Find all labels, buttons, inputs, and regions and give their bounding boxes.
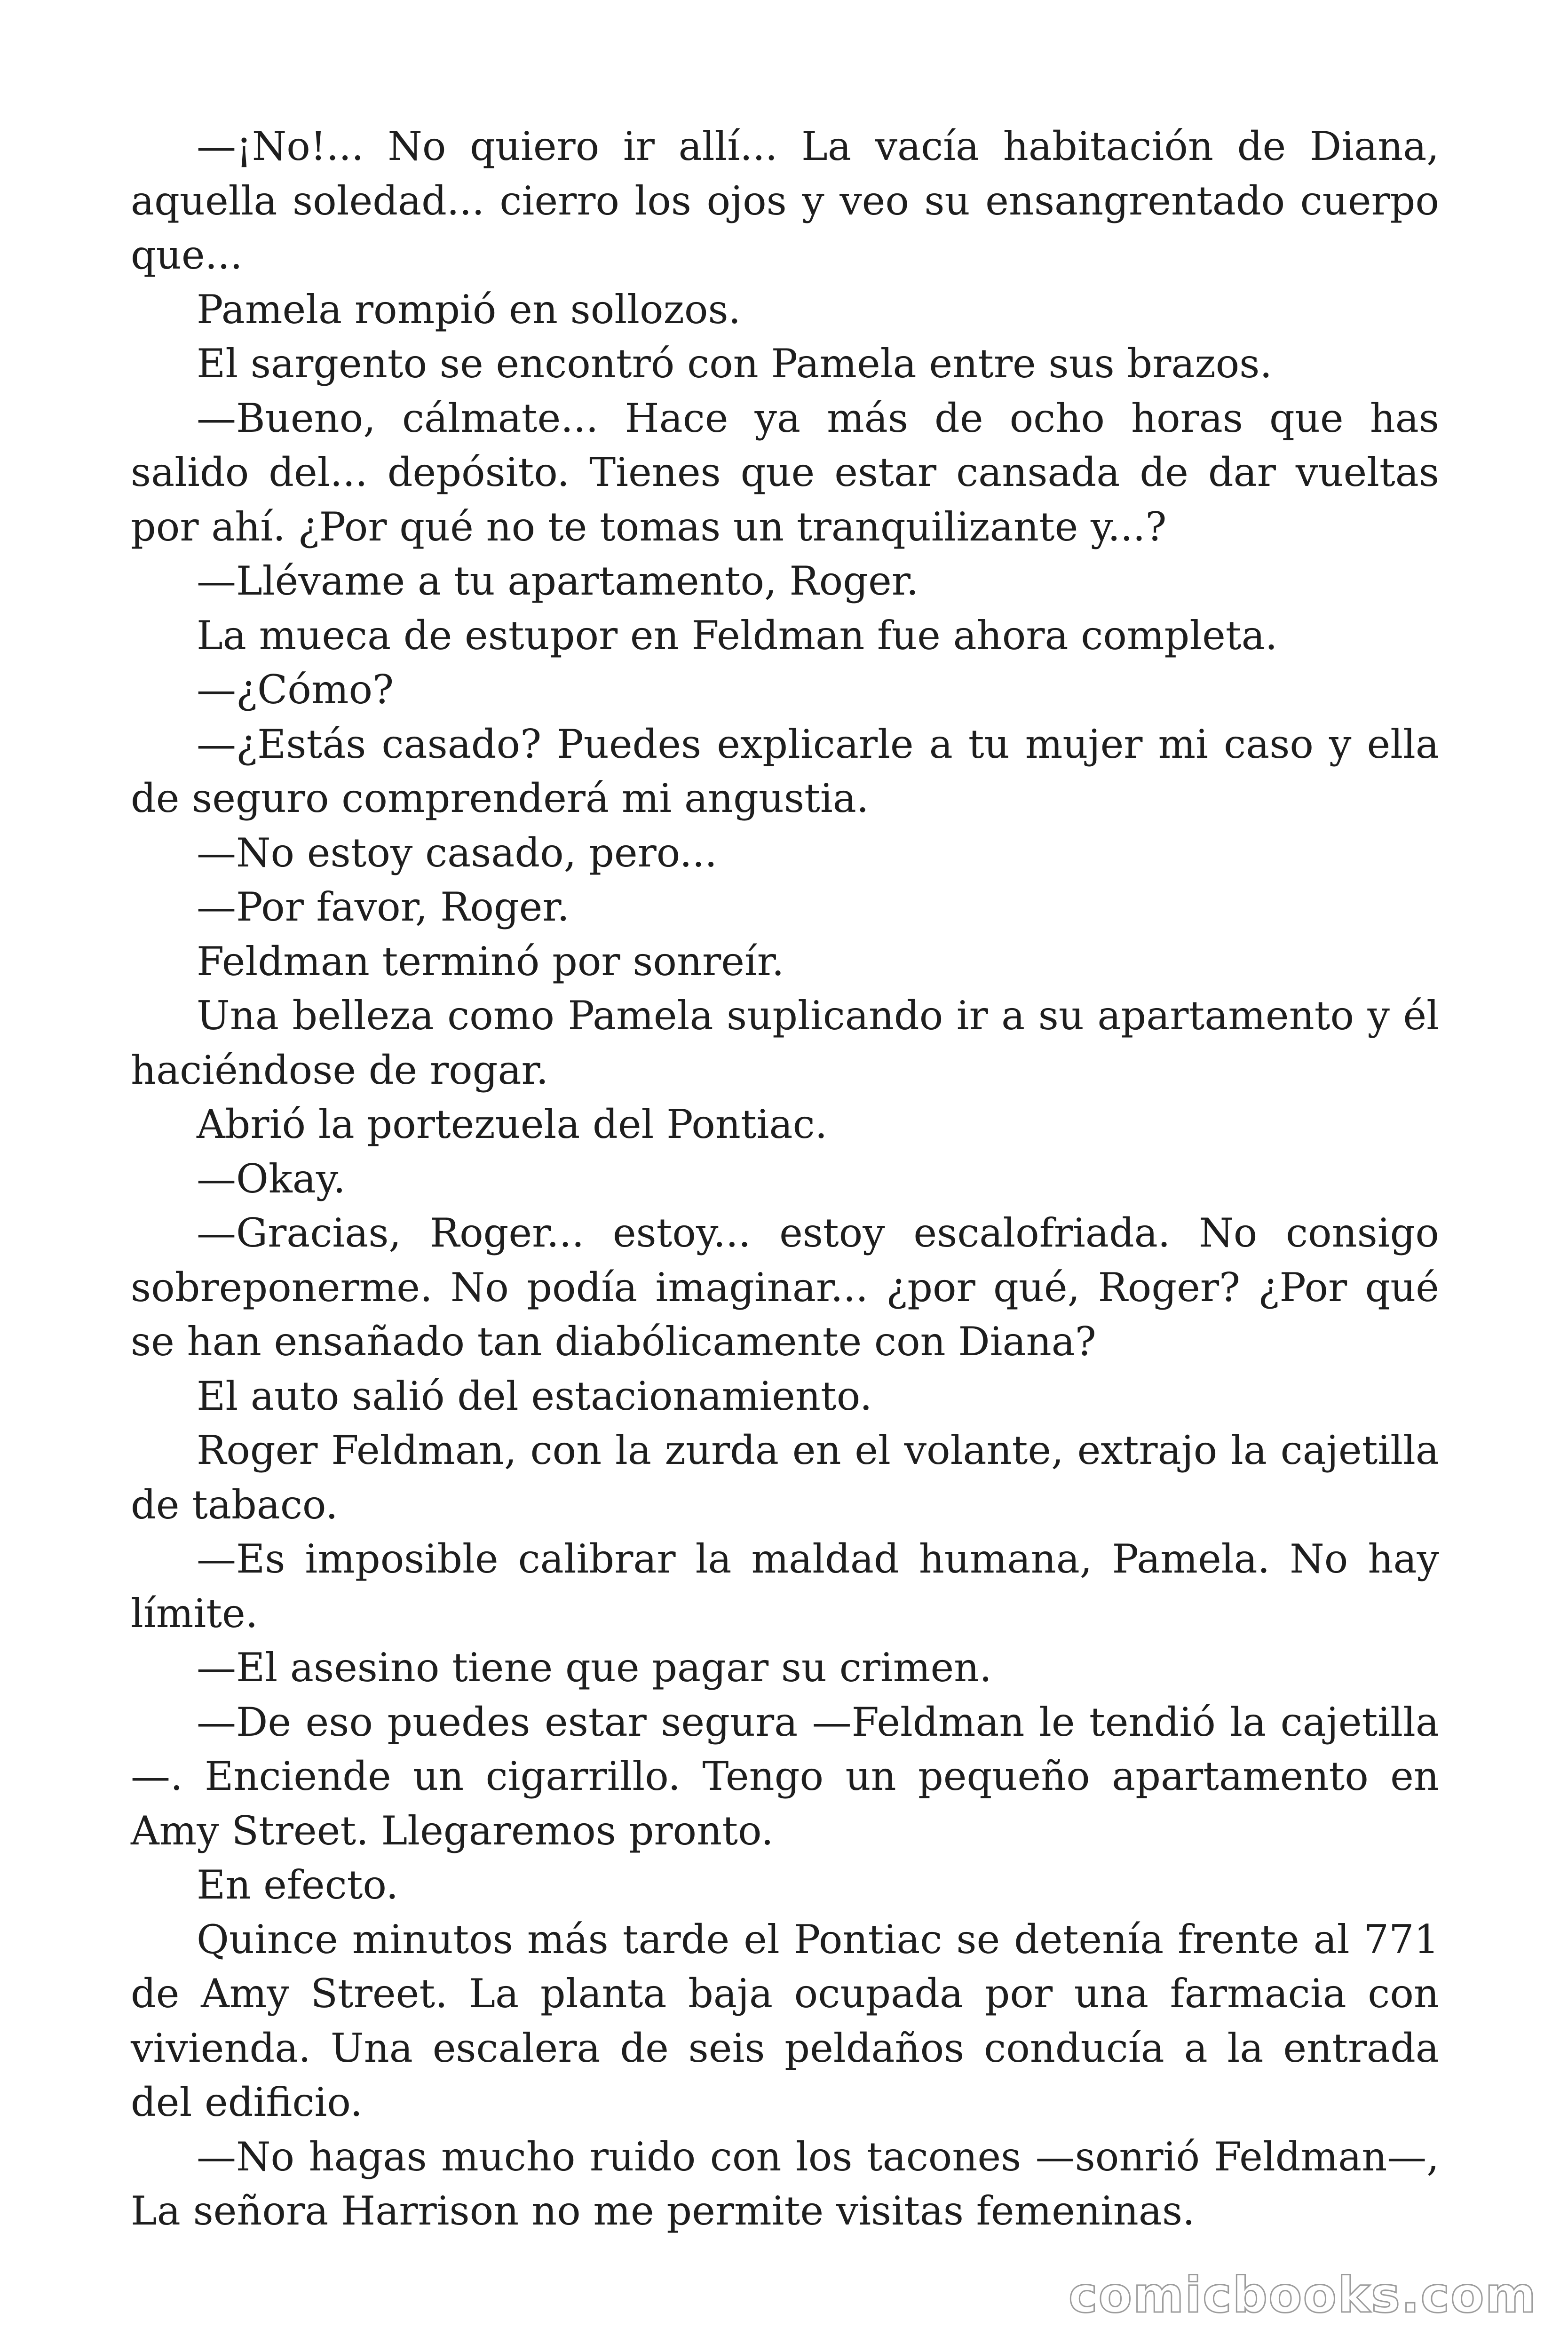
paragraph: En efecto.	[197, 1862, 399, 1908]
paragraph: —Por favor, Roger.	[197, 884, 570, 930]
paragraph: —¿Estás casado? Puedes explicarle a tu mujer mi caso y ella de seguro comprenderá mi angustia.	[131, 721, 1439, 821]
paragraph: —No estoy casado, pero...	[197, 829, 717, 876]
paragraph: El sargento se encontró con Pamela entre sus brazos.	[197, 341, 1273, 387]
paragraph: Una belleza como Pamela suplicando ir a su apartamento y él haciéndose de rogar.	[131, 993, 1439, 1093]
paragraph: Abrió la portezuela del Pontiac.	[197, 1101, 828, 1147]
paragraph: —De eso puedes estar segura —Feldman le tendió la cajetilla—. Enciende un cigarrillo. Tengo un pequeño apartamento en Amy Street. Llegaremos pronto.	[131, 1699, 1439, 1854]
paragraph: —¿Cómo?	[197, 667, 394, 713]
paragraph: —No hagas mucho ruido con los tacones —sonrió Feldman—, La señora Harrison no me permite visitas femeninas.	[131, 2133, 1439, 2234]
paragraph: La mueca de estupor en Feldman fue ahora completa.	[197, 612, 1278, 659]
paragraph: —Llévame a tu apartamento, Roger.	[197, 558, 919, 604]
watermark: comicbooks.com	[1068, 2266, 1537, 2324]
paragraph: —¡No!... No quiero ir allí... La vacía habitación de Diana, aquella soledad... cierro los ojos y veo su ensangrentado cuerpo que...	[131, 123, 1439, 278]
paragraph: —Bueno, cálmate... Hace ya más de ocho horas que has salido del... depósito. Tienes que estar cansada de dar vueltas por ahí. ¿Por qué no te tomas un tranquilizante y...?	[131, 395, 1439, 550]
paragraph: Feldman terminó por sonreír.	[197, 938, 784, 985]
paragraph: Pamela rompió en sollozos.	[197, 286, 741, 333]
paragraph: —El asesino tiene que pagar su crimen.	[197, 1645, 992, 1691]
paragraph: Roger Feldman, con la zurda en el volante, extrajo la cajetilla de tabaco.	[131, 1427, 1439, 1528]
paragraph: —Es imposible calibrar la maldad humana, Pamela. No hay límite.	[131, 1536, 1439, 1637]
paragraph: —Okay.	[197, 1155, 346, 1202]
paragraph: —Gracias, Roger... estoy... estoy escalofriada. No consigo sobreponerme. No podía imaginar... ¿por qué, Roger? ¿Por qué se han ensañado tan diabólicamente con Diana?	[131, 1210, 1439, 1365]
body-text	[131, 119, 1439, 2239]
paragraph: El auto salió del estacionamiento.	[197, 1373, 872, 1419]
paragraph: Quince minutos más tarde el Pontiac se detenía frente al 771 de Amy Street. La planta baja ocupada por una farmacia con vivienda. Una escalera de seis peldaños conducía a la entrada del edificio.	[131, 1916, 1439, 2125]
